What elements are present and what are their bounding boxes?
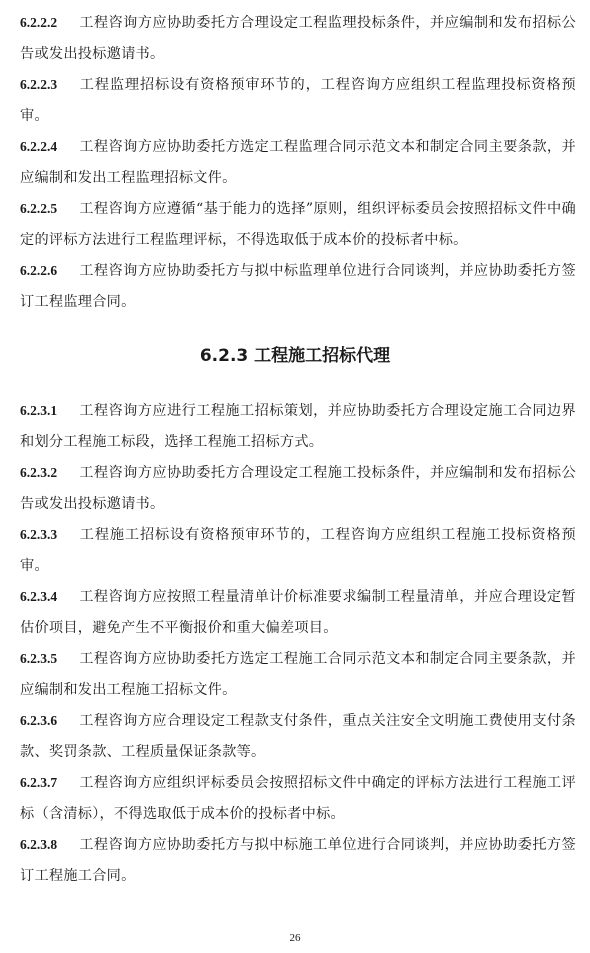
- clause-6-2-2-6: [20, 255, 576, 318]
- clause-text: 工程咨询方应组织评标委员会按照招标文件中确定的评标方法进行工程施工评标（含清标），不得选取低于成本价的投标者中标。: [20, 775, 576, 822]
- clause-text: 工程咨询方应协助委托方选定工程监理合同示范文本和制定合同主要条款，并应编制和发出工程监理招标文件。: [20, 139, 576, 186]
- clause-text: 工程咨询方应协助委托方合理设定工程监理投标条件，并应编制和发布招标公告或发出投标邀请书。: [20, 15, 576, 62]
- clause-text: 工程咨询方应按照工程量清单计价标准要求编制工程量清单，并应合理设定暂估价项目，避免产生不平衡报价和重大偏差项目。: [20, 589, 576, 636]
- clause-number: 6.2.2.5: [20, 201, 58, 216]
- clause-6-2-3-3: [20, 519, 576, 582]
- clause-number: 6.2.2.3: [20, 77, 58, 92]
- clause-6-2-3-4: [20, 581, 576, 644]
- clause-text: 工程施工招标设有资格预审环节的，工程咨询方应组织工程施工投标资格预审。: [20, 527, 576, 574]
- clause-number: 6.2.2.6: [20, 263, 58, 278]
- clause-6-2-3-8: [20, 829, 576, 892]
- clause-number: 6.2.3.1: [20, 403, 58, 418]
- clause-number: 6.2.3.6: [20, 713, 58, 728]
- clause-text: 工程咨询方应协助委托方与拟中标监理单位进行合同谈判，并应协助委托方签订工程监理合同。: [20, 263, 576, 310]
- section-heading: 6.2.3 工程施工招标代理: [199, 346, 391, 366]
- clause-number: 6.2.3.5: [20, 651, 58, 666]
- clause-number: 6.2.2.4: [20, 139, 58, 154]
- clause-6-2-3-5: [20, 643, 576, 706]
- clause-text: 工程咨询方应遵循“基于能力的选择”原则，组织评标委员会按照招标文件中确定的评标方法进行工程监理评标，不得选取低于成本价的投标者中标。: [20, 201, 576, 248]
- clause-6-2-3-7: [20, 767, 576, 830]
- clause-6-2-2-2: [20, 7, 576, 70]
- clause-text: 工程咨询方应进行工程施工招标策划，并应协助委托方合理设定施工合同边界和划分工程施工标段，选择工程施工招标方式。: [20, 403, 576, 450]
- clause-number: 6.2.3.7: [20, 775, 58, 790]
- clause-6-2-3-2: [20, 457, 576, 520]
- clause-6-2-2-5: [20, 193, 576, 256]
- clause-6-2-2-4: [20, 131, 576, 194]
- clause-6-2-2-3: [20, 69, 576, 132]
- clause-text: 工程咨询方应合理设定工程款支付条件，重点关注安全文明施工费使用支付条款、奖罚条款、工程质量保证条款等。: [20, 713, 576, 760]
- page-number: 26: [289, 932, 301, 944]
- clause-number: 6.2.3.4: [20, 589, 58, 604]
- clause-number: 6.2.3.2: [20, 465, 58, 480]
- clause-text: 工程监理招标设有资格预审环节的，工程咨询方应组织工程监理投标资格预审。: [20, 77, 576, 124]
- clause-number: 6.2.2.2: [20, 15, 58, 30]
- clause-number: 6.2.3.3: [20, 527, 58, 542]
- clause-6-2-3-6: [20, 705, 576, 768]
- clause-6-2-3-1: [20, 395, 576, 458]
- clause-text: 工程咨询方应协助委托方合理设定工程施工投标条件，并应编制和发布招标公告或发出投标邀请书。: [20, 465, 576, 512]
- clause-text: 工程咨询方应协助委托方与拟中标施工单位进行合同谈判，并应协助委托方签订工程施工合同。: [20, 837, 576, 884]
- clause-number: 6.2.3.8: [20, 837, 58, 852]
- clause-text: 工程咨询方应协助委托方选定工程施工合同示范文本和制定合同主要条款，并应编制和发出工程施工招标文件。: [20, 651, 576, 698]
